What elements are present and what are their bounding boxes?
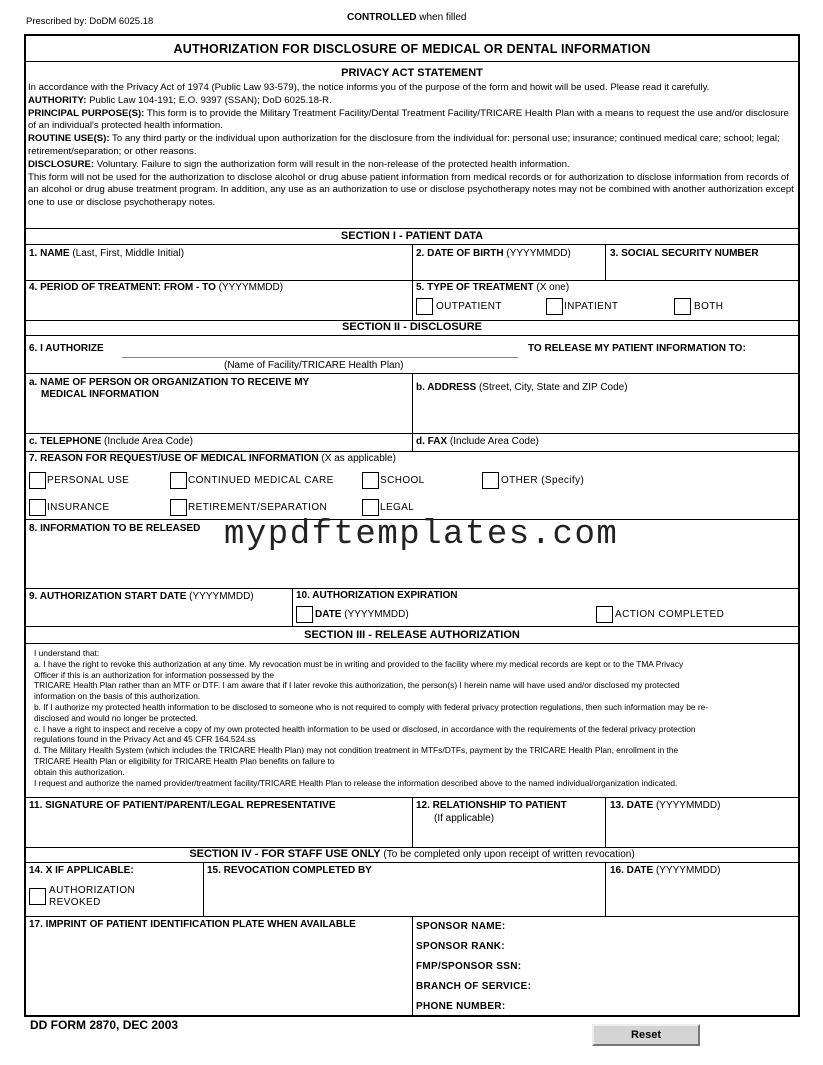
insurance-checkbox[interactable] — [29, 499, 46, 516]
insurance-label: INSURANCE — [47, 502, 110, 513]
controlled-label: CONTROLLED — [347, 12, 417, 23]
signature-field-label: 11. SIGNATURE OF PATIENT/PARENT/LEGAL REPRESENTATIVE — [29, 800, 336, 811]
sponsor-rank-label: SPONSOR RANK: — [416, 941, 505, 952]
start-date-label: 9. AUTHORIZATION START DATE (YYYYMMDD) — [29, 591, 254, 602]
privacy-disclosure: DISCLOSURE: Voluntary. Failure to sign the authorization form will result in the non-release of the protected health information. — [28, 158, 570, 170]
facility-caption: (Name of Facility/TRICARE Health Plan) — [224, 360, 404, 371]
inpatient-label: INPATIENT — [564, 301, 619, 312]
watermark-text: mypdftemplates.com — [224, 516, 619, 554]
relationship-field-label: 12. RELATIONSHIP TO PATIENT — [416, 800, 567, 811]
release-term-line: regulations found in the Privacy Act and 45 CFR 164.524.ss — [34, 734, 256, 745]
recipient-field-label: a. NAME OF PERSON OR ORGANIZATION TO RECEIVE MY — [29, 377, 310, 388]
privacy-purpose: PRINCIPAL PURPOSE(S): This form is to provide the Military Treatment Facility/Dental Treatment Facility/TRICARE Health Plan with a means to request the use and/or disclosure of an individual's protected health information. — [28, 107, 789, 132]
revocation-date-label: 16. DATE (YYYYMMDD) — [610, 865, 721, 876]
release-term-line: I request and authorize the named provider/treatment facility/TRICARE Health Plan to release the information described above to the named individual/organization indicated. — [34, 777, 678, 788]
privacy-closing: This form will not be used for the authorization to disclose alcohol or drug abuse patient information from medical records or for authorization to disclose information from records of an alcohol or drug abuse treatment program. In addition, any use as an authorization to use or disclose psychotherapy notes may not be combined with another authorization except one to use or disclose psychotherapy notes. — [28, 171, 794, 209]
privacy-statement — [28, 82, 796, 210]
section4-heading: SECTION IV - FOR STAFF USE ONLY (To be completed only upon receipt of written revocation) — [189, 848, 635, 860]
section1-heading: SECTION I - PATIENT DATA — [340, 230, 484, 242]
continued-care-checkbox[interactable] — [170, 472, 187, 489]
both-label: BOTH — [694, 301, 724, 312]
expiration-label: 10. AUTHORIZATION EXPIRATION — [296, 590, 458, 601]
facility-name-line — [122, 357, 518, 358]
relationship-sub-label: (If applicable) — [434, 813, 495, 824]
x-applicable-label: 14. X IF APPLICABLE: — [29, 865, 134, 876]
reset-button[interactable]: Reset — [592, 1024, 700, 1046]
branch-label: BRANCH OF SERVICE: — [416, 981, 532, 992]
release-term-line: TRICARE Health Plan or eligibility for TRICARE Health Plan benefits on failure to — [34, 755, 335, 766]
privacy-intro: In accordance with the Privacy Act of 1974 (Public Law 93-579), the notice informs you of the purpose of the form and howit will be used. Please read it carefully. — [28, 82, 710, 93]
expiration-date-checkbox[interactable] — [296, 606, 313, 623]
fax-field-label: d. FAX (Include Area Code) — [416, 436, 539, 447]
release-term-line: I understand that: — [34, 648, 100, 658]
fmp-ssn-label: FMP/SPONSOR SSN: — [416, 961, 522, 972]
school-checkbox[interactable] — [362, 472, 379, 489]
release-term-line: Officer if this is an authorization for information possessed by the — [34, 669, 275, 680]
authorize-label: 6. I AUTHORIZE — [29, 343, 104, 354]
section2-heading: SECTION II - DISCLOSURE — [342, 321, 482, 333]
retirement-label: RETIREMENT/SEPARATION — [188, 502, 328, 513]
revoked-label: AUTHORIZATION — [49, 885, 136, 896]
treatment-type-label: 5. TYPE OF TREATMENT (X one) — [416, 282, 570, 293]
phone-number-label: PHONE NUMBER: — [416, 1001, 506, 1012]
expiration-date-label: DATE (YYYYMMDD) — [315, 609, 409, 620]
release-term-line: disclosed and would no longer be protected. — [34, 712, 198, 723]
revoked-label-2: REVOKED — [49, 897, 101, 908]
release-term-line: d. The Military Health System (which includes the TRICARE Health Plan) may not condition treatment in MTFs/DTFs, payment by the TRICARE Health Plan, enrollment in the — [34, 745, 679, 756]
sponsor-name-label: SPONSOR NAME: — [416, 921, 506, 932]
privacy-routine: ROUTINE USE(S): To any third party or the individual upon authorization for the disclosure from the individual for: personal use; insurance; continued medical care; school; legal; retirement/separation; or other reasons. — [28, 133, 780, 157]
legal-checkbox[interactable] — [362, 499, 379, 516]
release-terms — [34, 648, 796, 788]
form-title: AUTHORIZATION FOR DISCLOSURE OF MEDICAL OR DENTAL INFORMATION — [173, 42, 651, 56]
prescribed-by: Prescribed by: DoDM 6025.18 — [26, 16, 154, 27]
outpatient-checkbox[interactable] — [416, 298, 433, 315]
privacy-heading: PRIVACY ACT STATEMENT — [341, 67, 483, 79]
release-term-line: TRICARE Health Plan rather than an MTF or DTF. I am aware that if I later revoke this authorization, the person(s) I herein name will have used and/or disclosed my protected — [34, 680, 680, 691]
form-identifier: DD FORM 2870, DEC 2003 — [30, 1018, 179, 1032]
info-released-label: 8. INFORMATION TO BE RELEASED — [29, 523, 201, 534]
period-field-label: 4. PERIOD OF TREATMENT: FROM - TO (YYYYMMDD) — [29, 282, 284, 293]
legal-label: LEGAL — [380, 502, 415, 513]
ssn-field-label: 3. SOCIAL SECURITY NUMBER — [610, 248, 759, 259]
revoked-checkbox[interactable] — [29, 888, 46, 905]
other-checkbox[interactable] — [482, 472, 499, 489]
release-term-line: a. I have the right to revoke this authorization at any time. My revocation must be in writing and provided to the facility where my medical records are kept or to the TMA Privacy — [34, 658, 684, 669]
other-label: OTHER (Specify) — [501, 475, 585, 486]
imprint-label: 17. IMPRINT OF PATIENT IDENTIFICATION PLATE WHEN AVAILABLE — [29, 919, 356, 930]
release-to-label: TO RELEASE MY PATIENT INFORMATION TO: — [528, 343, 746, 354]
release-term-line: obtain this authorization. — [34, 766, 125, 777]
action-completed-label: ACTION COMPLETED — [615, 609, 725, 620]
retirement-checkbox[interactable] — [170, 499, 187, 516]
dob-field-label: 2. DATE OF BIRTH (YYYYMMDD) — [416, 248, 571, 259]
name-field-label: 1. NAME (Last, First, Middle Initial) — [29, 248, 185, 259]
release-term-line: c. I have a right to inspect and receive a copy of my own protected health information to be used or disclosed, in accordance with the requirements of the federal privacy protection — [34, 723, 696, 734]
recipient-field-label-2: MEDICAL INFORMATION — [41, 389, 159, 400]
reason-field-label: 7. REASON FOR REQUEST/USE OF MEDICAL INFORMATION (X as applicable) — [29, 453, 396, 464]
privacy-authority: AUTHORITY: Public Law 104-191; E.O. 9397 (SSAN); DoD 6025.18-R. — [28, 94, 332, 106]
personal-use-label: PERSONAL USE — [47, 475, 130, 486]
release-term-line: b. If I authorize my protected health information to be disclosed to someone who is not required to comply with federal privacy protection regulations, then such information may be re- — [34, 701, 709, 712]
release-term-line: information on the basis of this authorization. — [34, 691, 201, 702]
telephone-field-label: c. TELEPHONE (Include Area Code) — [29, 436, 193, 447]
school-label: SCHOOL — [380, 475, 425, 486]
controlled-suffix: when filled — [416, 12, 467, 23]
personal-use-checkbox[interactable] — [29, 472, 46, 489]
signature-date-label: 13. DATE (YYYYMMDD) — [610, 800, 721, 811]
inpatient-checkbox[interactable] — [546, 298, 563, 315]
revocation-completed-label: 15. REVOCATION COMPLETED BY — [207, 865, 372, 876]
controlled-notice — [347, 12, 466, 23]
form-body — [24, 34, 800, 1017]
section3-heading: SECTION III - RELEASE AUTHORIZATION — [304, 629, 520, 641]
address-field-label: b. ADDRESS (Street, City, State and ZIP Code) — [416, 382, 628, 393]
both-checkbox[interactable] — [674, 298, 691, 315]
continued-care-label: CONTINUED MEDICAL CARE — [188, 475, 334, 486]
outpatient-label: OUTPATIENT — [436, 301, 502, 312]
action-completed-checkbox[interactable] — [596, 606, 613, 623]
